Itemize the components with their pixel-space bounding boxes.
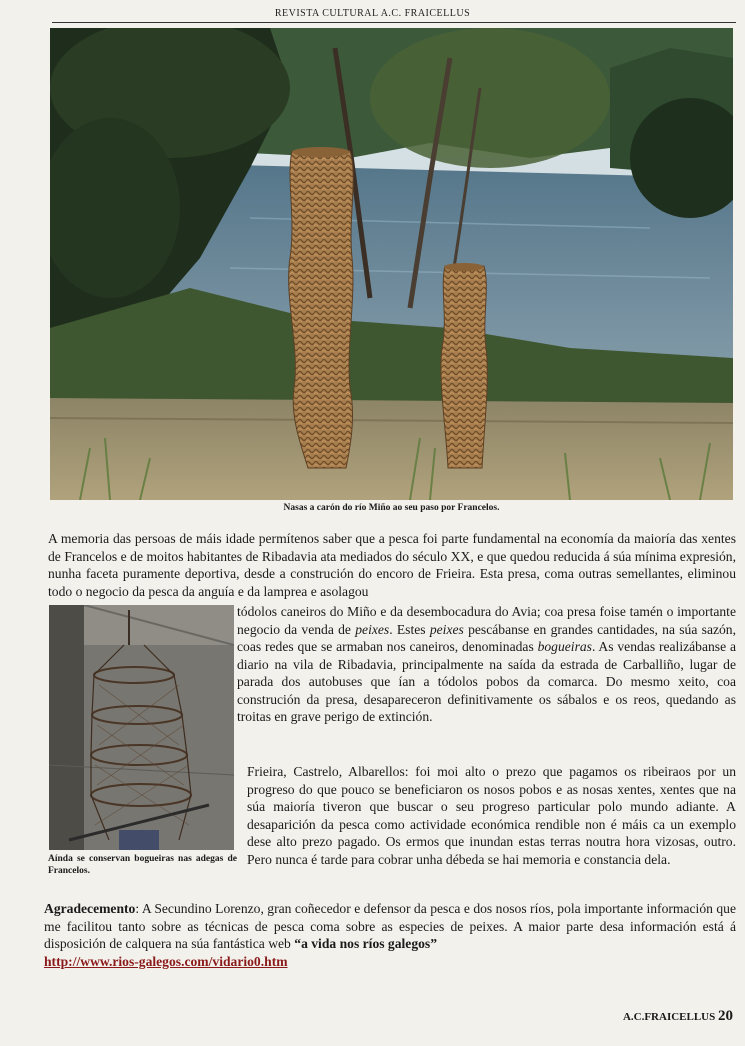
main-photo-caption: Nasas a carón do río Miño ao seu paso por Francelos. bbox=[283, 503, 500, 513]
p2-emphasis-bogueiras: bogueiras bbox=[537, 639, 592, 654]
acknowledgement-paragraph bbox=[44, 900, 736, 970]
page-number: 20 bbox=[718, 1008, 733, 1024]
small-photo-caption: Aínda se conservan bogueiras nas adegas de Francelos. bbox=[48, 854, 237, 876]
acknowledgement-text: : A Secundino Lorenzo, gran coñecedor e defensor da pesca e dos nosos ríos, pola importante información que me facilitou tanto sobre as técnicas de pesca coma sobre as especies de peixes. A maior parte desa información está á disposición de calquera na súa fantástica web bbox=[44, 901, 736, 951]
photo-wicker-traps-river bbox=[50, 28, 733, 500]
header-rule bbox=[52, 22, 736, 23]
running-header: REVISTA CULTURAL A.C. FRAICELLUS bbox=[274, 8, 471, 19]
p2-emphasis-peixes-1: peixes bbox=[355, 621, 390, 637]
article-paragraph-1: A memoria das persoas de máis idade permítenos saber que a pesca foi parte fundamental na economía da maioría das xentes de Francelos e de moitos habitantes de Ribadavia ata mediados do século XX, e que quedou reducida á súa mínima expresión, nunha faceta puramente deportiva, desde a construción do encoro de Frieira. Esta presa, coma outras semellantes, eliminou todo o negocio da pesca da anguía e da lamprea e asolagou bbox=[48, 531, 736, 599]
article-paragraph-2 bbox=[237, 603, 736, 726]
p2-text-b: . Estes bbox=[389, 621, 430, 637]
acknowledgement-label: Agradecemento bbox=[44, 901, 136, 916]
p2-text-a: tódolos caneiros do Miño e da desembocadura do Avia; coa presa foise tamén o importante negocio da venda de bbox=[237, 604, 736, 637]
p2-text-d: . As vendas realizábanse a diario na vila de Ribadavia, principalmente na saída da estrada de Carballiño, lugar de parada dos autobuses que ían a tódolos pobos da comarca. Do mesmo xeito, coa construción da presa, desapareceron definitivamente os sábalos e os reos, quedando as troitas en grave perigo de extinción. bbox=[237, 639, 736, 724]
website-link[interactable]: http://www.rios-galegos.com/vidario0.htm bbox=[44, 953, 288, 969]
p2-emphasis-peixes-2: peixes bbox=[429, 621, 464, 637]
p2-text-c: pescábanse en grandes cantidades, na súa sazón, coas redes que se armaban nos caneiros, denominadas bbox=[237, 621, 737, 654]
article-paragraph-3: Frieira, Castrelo, Albarellos: foi moi alto o prezo que pagamos os ribeiraos por un progreso do que pouco se beneficiaron os nosos pobos e as nosas xentes, xentes que na súa maioría tiveron que buscar o seu progreso particular polo mundo adiante. A desaparición da pesca como actividade económica rendible non é máis ca un exemplo dese alto prezo pagado. Os ermos que inundan estas terras noutra hora vizosas, outro. Pero nunca é tarde para cobrar unha débeda se hai memoria e constancia dela. bbox=[247, 764, 736, 867]
page-footer bbox=[623, 1008, 733, 1025]
website-name: “a vida nos ríos galegos” bbox=[294, 936, 438, 951]
photo-bogueira-net bbox=[49, 605, 234, 850]
footer-org: A.C.FRAICELLUS bbox=[622, 1011, 716, 1023]
